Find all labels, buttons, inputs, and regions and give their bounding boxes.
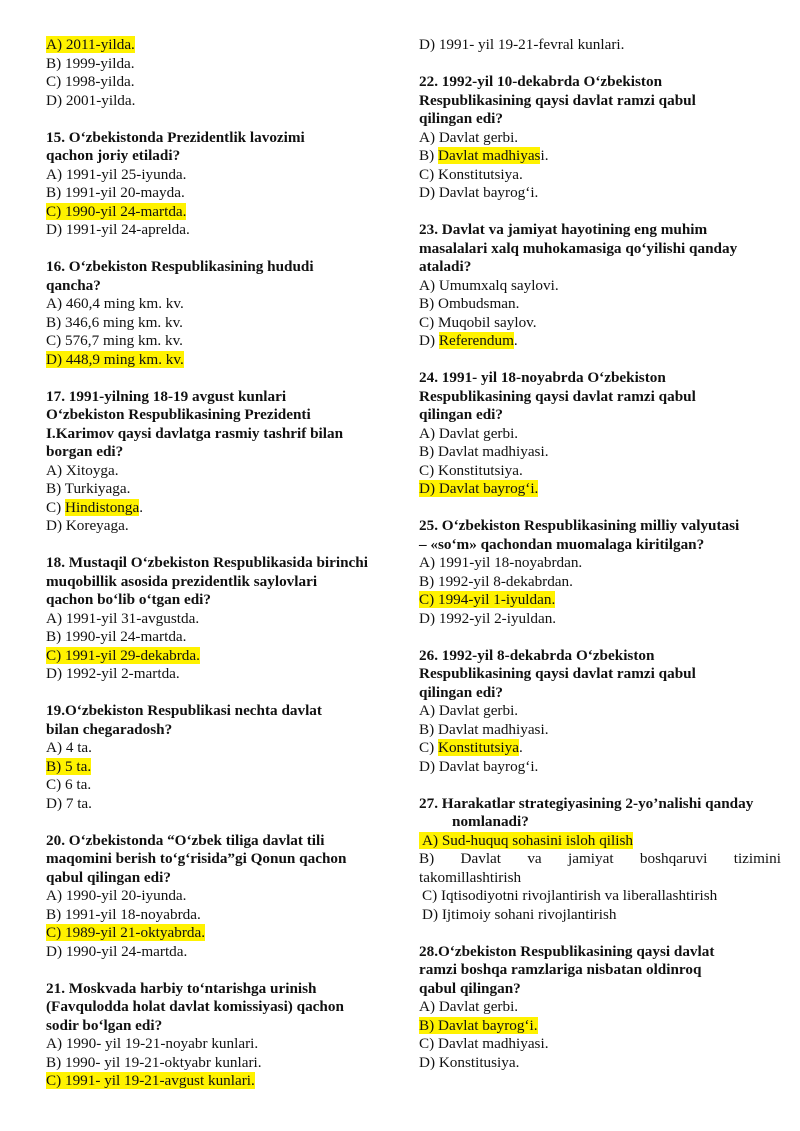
option: B) 1999-yilda. [46, 54, 135, 72]
question-16 [46, 258, 398, 369]
option: D) Davlat bayrog‘i. [419, 757, 539, 775]
question-title: Respublikasining qaysi davlat ramzi qabul [419, 665, 696, 682]
option: B) Ombudsman. [419, 295, 520, 312]
question-title: muqobillik asosida prezidentlik saylovlari [46, 572, 318, 590]
option: D) Ijtimoiy sohani rivojlantirish [422, 905, 617, 923]
word: tizimini [733, 850, 781, 867]
answer-highlight: Referendum [438, 332, 514, 349]
option: D) 1991- yil 19-21-fevral kunlari. [419, 36, 625, 53]
question-title: (Favqulodda holat davlat komissiyasi) qachon [46, 998, 344, 1015]
question-title: 16. O‘zbekiston Respublikasining hududi [46, 258, 314, 275]
option: A) 1991-yil 31-avgustda. [46, 609, 200, 627]
question-22 [419, 73, 781, 203]
question-title: borgan edi? [46, 443, 124, 460]
question-title: 24. 1991- yil 18-noyabrda O‘zbekiston [419, 369, 666, 386]
option [419, 147, 781, 166]
answer-highlight: B) 5 ta. [46, 757, 92, 775]
option: B) Davlat madhiyasi. [419, 443, 549, 460]
option [419, 332, 781, 351]
question-title: 27. Harakatlar strategiyasining 2-yo’nalishi qanday [419, 794, 754, 812]
question-title: nomlanadi? [452, 813, 529, 830]
question-title: qachon bo‘lib o‘tgan edi? [46, 591, 211, 608]
option: C) 576,7 ming km. kv. [46, 332, 183, 349]
option: A) Davlat gerbi. [419, 128, 519, 146]
word: B) [419, 850, 435, 867]
option: A) 1991-yil 25-iyunda. [46, 165, 187, 183]
option: B) 1990-yil 24-martda. [46, 628, 187, 645]
question-14-options [46, 36, 398, 110]
answer-highlight: C) 1991-yil 29-dekabrda. [46, 646, 200, 664]
question-title: bilan chegaradosh? [46, 720, 173, 738]
question-title: 21. Moskvada harbiy to‘ntarishga urinish [46, 979, 317, 997]
option: D) Davlat bayrog‘i. [419, 184, 539, 201]
question-title: I.Karimov qaysi davlatga rasmiy tashrif bilan [46, 424, 344, 442]
right-column [419, 36, 781, 1072]
option: C) Konstitutsiya. [419, 165, 523, 183]
question-title: 22. 1992-yil 10-dekabrda O‘zbekiston [419, 73, 663, 90]
question-title: 20. O‘zbekistonda “O‘zbek tiliga davlat tili [46, 831, 325, 849]
question-19 [46, 702, 398, 813]
option: D) Konstitusiya. [419, 1053, 520, 1071]
option: D) 1992-yil 2-iyuldan. [419, 609, 557, 627]
option: C) Iqtisodiyotni rivojlantirish va liberallashtirish [422, 887, 718, 904]
option: A) Davlat gerbi. [419, 998, 519, 1015]
question-title: qachon joriy etiladi? [46, 147, 181, 164]
option: D) 1990-yil 24-martda. [46, 942, 188, 960]
question-title: Respublikasining qaysi davlat ramzi qabul [419, 387, 696, 405]
option: B) 1991-yil 20-mayda. [46, 184, 185, 201]
question-title: maqomini berish to‘g‘risida”gi Qonun qachon [46, 850, 347, 867]
answer-highlight: D) Davlat bayrog‘i. [419, 480, 539, 497]
option: C) 6 ta. [46, 776, 92, 793]
question-title: masalalari xalq muhokamasiga qo‘yilishi qanday [419, 239, 738, 257]
option: takomillashtirish [419, 868, 522, 886]
question-title: ataladi? [419, 258, 472, 275]
question-title: O‘zbekiston Respublikasining Prezidenti [46, 406, 311, 423]
word: va [527, 850, 542, 867]
question-28 [419, 943, 781, 1073]
option: C) Konstitutsiya. [419, 461, 523, 479]
option: D) 1992-yil 2-martda. [46, 665, 180, 682]
question-title: qabul qilingan? [419, 979, 521, 997]
question-title: qancha? [46, 276, 101, 294]
answer-highlight: Hindistonga [64, 498, 140, 516]
option: A) Davlat gerbi. [419, 424, 519, 442]
option: A) 460,4 ming km. kv. [46, 295, 184, 312]
question-title: 18. Mustaqil O‘zbekiston Respublikasida birinchi [46, 554, 368, 571]
option-suffix: i. [540, 147, 549, 164]
question-title: qilingan edi? [419, 110, 503, 127]
question-title: 19.O‘zbekiston Respublikasi nechta davlat [46, 702, 322, 719]
question-title: 17. 1991-yilning 18-19 avgust kunlari [46, 387, 287, 405]
option: C) 1998-yilda. [46, 73, 135, 90]
option [419, 739, 781, 758]
option [46, 499, 398, 518]
answer-highlight: Davlat madhiyas [437, 147, 541, 164]
answer-highlight: C) 1990-yil 24-martda. [46, 202, 187, 220]
option: A) Davlat gerbi. [419, 702, 519, 719]
left-column [46, 36, 398, 1091]
question-20 [46, 832, 398, 962]
answer-highlight: C) 1994-yil 1-iyuldan. [419, 591, 556, 608]
option: B) Davlat madhiyasi. [419, 720, 549, 738]
option: A) 4 ta. [46, 739, 92, 756]
question-title: ramzi boshqa ramzlariga nisbatan oldinroq [419, 961, 702, 978]
option-suffix: . [513, 332, 518, 349]
answer-highlight: B) Davlat bayrog‘i. [419, 1016, 538, 1034]
question-title: Respublikasining qaysi davlat ramzi qabul [419, 91, 696, 109]
question-17 [46, 388, 398, 536]
answer-highlight: Konstitutsiya [437, 739, 519, 756]
option: A) 1991-yil 18-noyabrdan. [419, 554, 583, 571]
question-15 [46, 129, 398, 240]
question-title: sodir bo‘lgan edi? [46, 1016, 163, 1034]
answer-highlight: D) 448,9 ming km. kv. [46, 350, 184, 368]
option: D) 2001-yilda. [46, 91, 136, 109]
word: Davlat [460, 850, 501, 867]
option: A) 1990-yil 20-iyunda. [46, 887, 187, 904]
question-title: 25. O‘zbekiston Respublikasining milliy valyutasi [419, 517, 740, 534]
option: A) 1990- yil 19-21-noyabr kunlari. [46, 1035, 259, 1052]
option-letter: C) [46, 498, 65, 516]
question-24 [419, 369, 781, 499]
answer-highlight: C) 1989-yil 21-oktyabrda. [46, 924, 206, 941]
question-21 [46, 980, 398, 1091]
answer-highlight: A) 2011-yilda. [46, 36, 135, 53]
question-23 [419, 221, 781, 351]
option: B) 346,6 ming km. kv. [46, 313, 183, 331]
option-letter: B) [419, 147, 438, 164]
option: B) Turkiyaga. [46, 480, 131, 497]
option: C) Davlat madhiyasi. [419, 1035, 549, 1052]
option: A) Umumxalq saylovi. [419, 276, 559, 294]
option: D) 7 ta. [46, 794, 92, 812]
question-title: – «so‘m» qachondan muomalaga kiritilgan? [419, 535, 705, 553]
question-title: 26. 1992-yil 8-dekabrda O‘zbekiston [419, 646, 655, 664]
option: B) 1992-yil 8-dekabrdan. [419, 572, 573, 590]
option: B) 1990- yil 19-21-oktyabr kunlari. [46, 1053, 262, 1071]
question-18 [46, 554, 398, 684]
question-25 [419, 517, 781, 628]
word: jamiyat [568, 850, 614, 867]
option: D) 1991-yil 24-aprelda. [46, 221, 190, 238]
option-justified [419, 850, 781, 869]
question-26 [419, 647, 781, 777]
question-title: qilingan edi? [419, 683, 503, 701]
option-suffix: . [139, 498, 144, 516]
question-title: qabul qilingan edi? [46, 868, 171, 886]
answer-highlight: A) Sud-huquq sohasini isloh qilish [419, 832, 633, 849]
word: boshqaruvi [639, 850, 708, 867]
option: C) Muqobil saylov. [419, 313, 537, 331]
answer-highlight: C) 1991- yil 19-21-avgust kunlari. [46, 1072, 255, 1089]
option-letter: D) [419, 332, 439, 349]
option: D) Koreyaga. [46, 517, 129, 534]
question-title: qilingan edi? [419, 406, 503, 423]
question-27 [419, 795, 781, 925]
option-suffix: . [519, 739, 523, 756]
question-title: 28.O‘zbekiston Respublikasining qaysi davlat [419, 942, 715, 960]
question-title: 23. Davlat va jamiyat hayotining eng muhim [419, 221, 708, 238]
option: A) Xitoyga. [46, 461, 119, 479]
option: B) 1991-yil 18-noyabrda. [46, 905, 201, 923]
option-letter: C) [419, 739, 438, 756]
question-title: 15. O‘zbekistonda Prezidentlik lavozimi [46, 128, 305, 146]
